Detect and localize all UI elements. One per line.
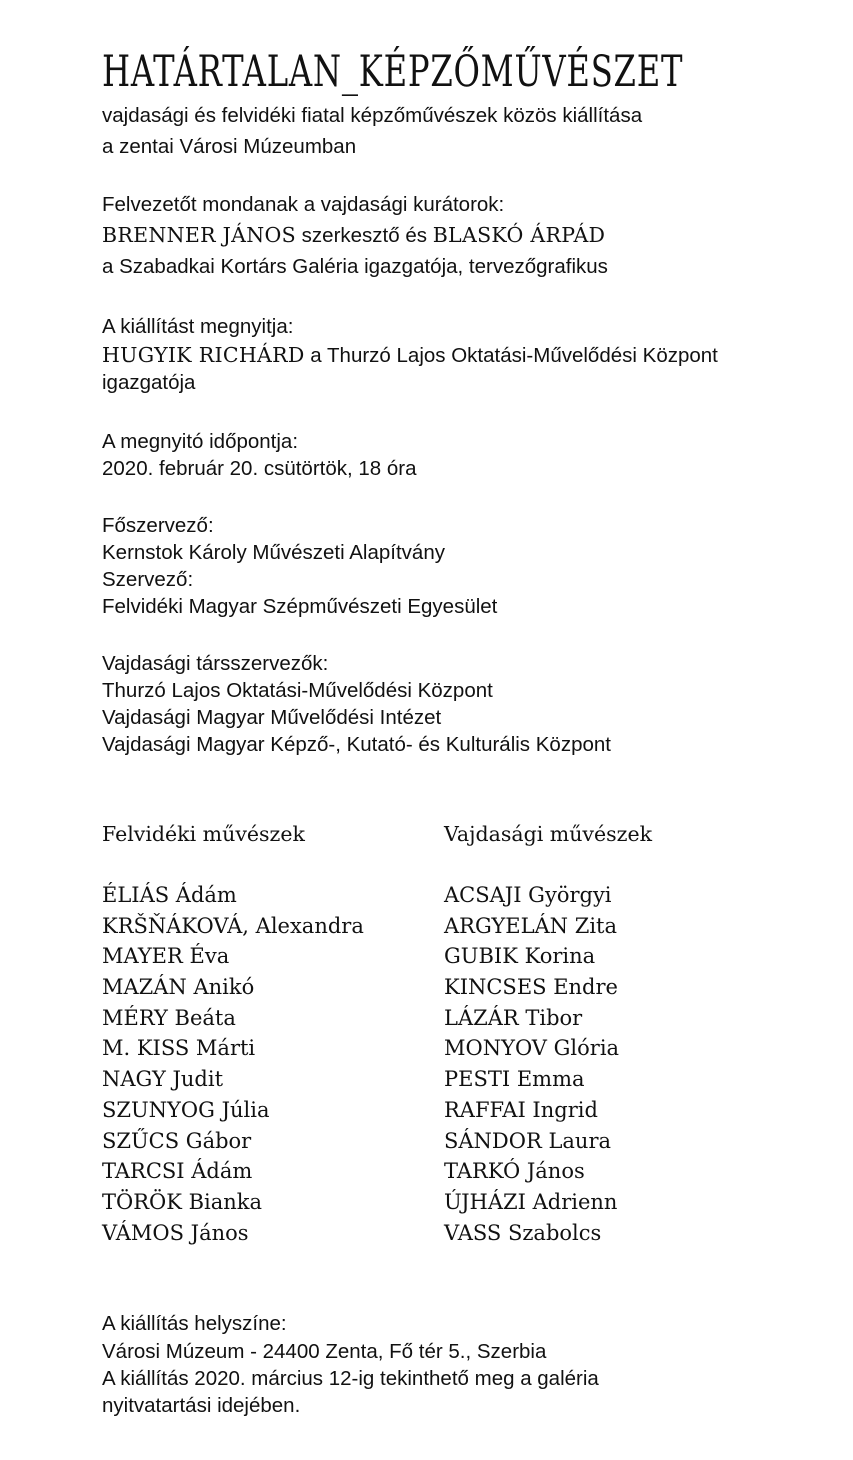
vajdasagi-artists-heading: Vajdasági művészek bbox=[444, 822, 653, 846]
co-organizer-3: Vajdasági Magyar Képző-, Kutató- és Kulturális Központ bbox=[102, 733, 611, 756]
venue-note-2: nyitvatartási idejében. bbox=[102, 1394, 301, 1417]
vajdasagi-artists-list bbox=[444, 880, 619, 1248]
artist-item: SZŰCS Gábor bbox=[102, 1128, 252, 1153]
opener-label: A kiállítást megnyitja: bbox=[102, 315, 294, 338]
artist-item: SÁNDOR Laura bbox=[444, 1128, 612, 1153]
opener-role: a Thurzó Lajos Oktatási-Művelődési Központ bbox=[304, 344, 718, 367]
artist-item: MONYOV Glória bbox=[444, 1036, 620, 1061]
curator-name-1: BRENNER JÁNOS bbox=[102, 223, 296, 247]
artist-item: M. KISS Márti bbox=[102, 1036, 256, 1061]
artist-item: LÁZÁR Tibor bbox=[444, 1005, 583, 1030]
co-organizers-label: Vajdasági társszervezők: bbox=[102, 652, 329, 675]
artist-item: MÉRY Beáta bbox=[102, 1005, 236, 1030]
artist-item: NAGY Judit bbox=[102, 1067, 224, 1092]
exhibition-title: HATÁRTALAN_KÉPZŐMŰVÉSZET bbox=[102, 47, 684, 97]
artist-item: KINCSES Endre bbox=[444, 975, 618, 1000]
curator-role-1: szerkesztő és bbox=[295, 224, 433, 247]
artist-item: ÚJHÁZI Adrienn bbox=[444, 1189, 618, 1214]
co-organizer-2: Vajdasági Magyar Művelődési Intézet bbox=[102, 706, 442, 729]
curators-label: Felvezetőt mondanak a vajdasági kurátorok: bbox=[102, 193, 505, 216]
opener-name: HUGYIK RICHÁRD bbox=[102, 343, 305, 367]
opening-label: A megnyitó időpontja: bbox=[102, 430, 299, 453]
artist-item: TARKÓ János bbox=[444, 1159, 585, 1184]
artist-item: TÖRÖK Bianka bbox=[102, 1189, 263, 1214]
subtitle-line-1: vajdasági és felvidéki fiatal képzőművészek közös kiállítása bbox=[102, 104, 643, 127]
artist-item: PESTI Emma bbox=[444, 1067, 585, 1092]
felvideki-artists-heading: Felvidéki művészek bbox=[102, 822, 305, 846]
opener-role-2: igazgatója bbox=[102, 371, 196, 394]
artist-item: VASS Szabolcs bbox=[444, 1220, 602, 1245]
artist-item: TARCSI Ádám bbox=[102, 1159, 253, 1184]
curators-names bbox=[102, 222, 605, 249]
artist-item: RAFFAI Ingrid bbox=[444, 1097, 598, 1122]
venue-address: Városi Múzeum - 24400 Zenta, Fő tér 5., Szerbia bbox=[102, 1340, 547, 1363]
artist-item: MAYER Éva bbox=[102, 944, 230, 969]
subtitle-line-2: a zentai Városi Múzeumban bbox=[102, 135, 357, 158]
curator-name-2: BLASKÓ ÁRPÁD bbox=[432, 223, 606, 247]
venue-label: A kiállítás helyszíne: bbox=[102, 1312, 287, 1335]
felvideki-artists-list bbox=[102, 880, 364, 1248]
venue-note-1: A kiállítás 2020. március 12-ig tekinthető meg a galéria bbox=[102, 1367, 599, 1390]
co-organizer-1: Thurzó Lajos Oktatási-Művelődési Központ bbox=[102, 679, 493, 702]
main-organizer-label: Főszervező: bbox=[102, 514, 214, 537]
curators-role-line: a Szabadkai Kortárs Galéria igazgatója, tervezőgrafikus bbox=[102, 255, 608, 278]
artist-item: SZUNYOG Júlia bbox=[102, 1097, 270, 1122]
organizer: Felvidéki Magyar Szépművészeti Egyesület bbox=[102, 595, 498, 618]
main-organizer: Kernstok Károly Művészeti Alapítvány bbox=[102, 541, 445, 564]
artist-item: ÉLIÁS Ádám bbox=[102, 883, 237, 907]
artist-item: GUBIK Korina bbox=[444, 944, 596, 969]
organizer-label: Szervező: bbox=[102, 568, 194, 591]
artist-item: ACSAJI Györgyi bbox=[444, 883, 612, 907]
opener-line bbox=[102, 342, 718, 369]
artist-item: KRŠŇÁKOVÁ, Alexandra bbox=[102, 913, 364, 938]
artist-item: ARGYELÁN Zita bbox=[444, 913, 618, 938]
opening-datetime: 2020. február 20. csütörtök, 18 óra bbox=[102, 457, 417, 480]
artist-item: MAZÁN Anikó bbox=[102, 975, 255, 1000]
artist-item: VÁMOS János bbox=[102, 1220, 249, 1245]
